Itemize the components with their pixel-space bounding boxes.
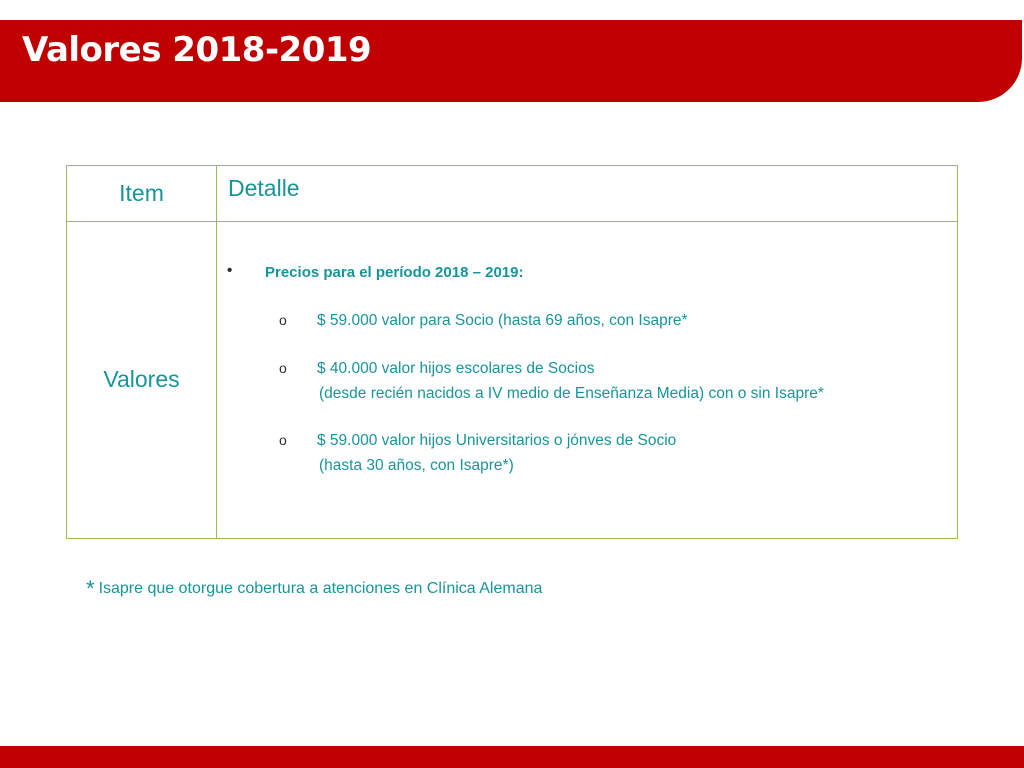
table-row-label: Valores: [103, 366, 180, 392]
table-row-divider: [67, 221, 957, 222]
main-bullet-text: Precios para el período 2018 – 2019:: [265, 264, 524, 281]
bullet-dot-icon: •: [227, 262, 233, 279]
sub-bullet-2-line1: $ 40.000 valor hijos escolares de Socios: [317, 360, 595, 377]
bottom-bar: [0, 746, 1024, 768]
sub-bullet-3-line1: $ 59.000 valor hijos Universitarios o jónves de Socio: [317, 432, 677, 449]
slide-title: Valores 2018-2019: [22, 30, 372, 70]
sub-bullet-1-line1: $ 59.000 valor para Socio (hasta 69 años, con Isapre*: [317, 312, 688, 329]
sub-bullet-circle-icon: o: [279, 312, 287, 328]
values-table: [66, 165, 958, 539]
footnote-asterisk: *: [86, 576, 95, 601]
table-header-detalle: Detalle: [228, 175, 300, 201]
footnote-text: Isapre que otorgue cobertura a atenciones en Clínica Alemana: [98, 580, 543, 597]
sub-bullet-3-line2: (hasta 30 años, con Isapre*): [319, 457, 514, 474]
sub-bullet-2-line2: (desde recién nacidos a IV medio de Enseñanza Media) con o sin Isapre*: [319, 385, 824, 402]
table-header-item: Item: [119, 180, 164, 206]
sub-bullet-circle-icon: o: [279, 432, 287, 448]
sub-bullet-circle-icon: o: [279, 360, 287, 376]
footnote: [86, 576, 542, 602]
